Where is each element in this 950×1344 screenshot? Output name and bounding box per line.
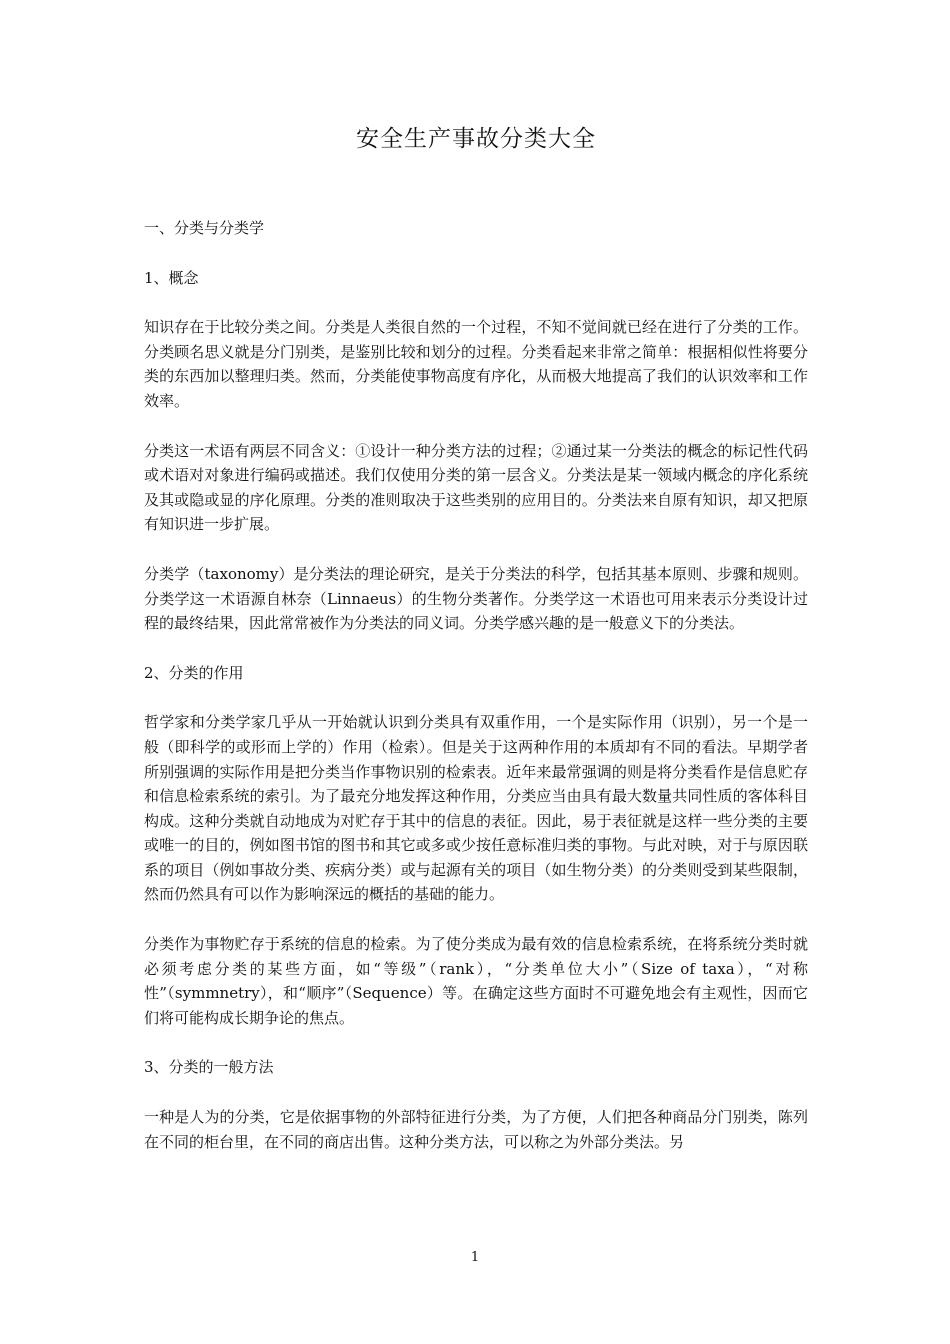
document-title: 安全生产事故分类大全 — [356, 126, 596, 152]
section-heading-classification: 一、分类与分类学 — [144, 219, 265, 237]
page-number: 1 — [470, 1250, 480, 1265]
subsection-heading-function: 2、分类的作用 — [144, 663, 244, 682]
subsection-heading-concept: 1、概念 — [144, 268, 199, 287]
document-body — [144, 216, 808, 1179]
paragraph-term-meaning: 分类这一术语有两层不同含义：①设计一种分类方法的过程；②通过某一分类法的概念的标记性代码或术语对对象进行编码或描述。我们仅使用分类的第一层含义。分类法是某一领域内概念的序化系统及其或隐或显的序化原理。分类的准则取决于这些类别的应用目的。分类法来自原有知识，却又把原有知识进一步扩展。 — [144, 441, 808, 534]
paragraph-retrieval: 分类作为事物贮存于系统的信息的检索。为了使分类成为最有效的信息检索系统，在将系统分类时就必须考虑分类的某些方面，如“等级”（rank），“分类单位大小”（Size of taxa），“对称性”（symmnetry），和“顺序”（Sequence）等。在确定这些方面时不可避免地会有主观性，因而它们将可能构成长期争论的焦点。 — [144, 935, 808, 1027]
paragraph-dual-function: 哲学家和分类学家几乎从一开始就认识到分类具有双重作用，一个是实际作用（识别），另一个是一般（即科学的或形而上学的）作用（检索）。但是关于这两种作用的本质却有不同的看法。早期学者所别强调的实际作用是把分类当作事物识别的检索表。近年来最常强调的则是将分类看作是信息贮存和信息检索系统的索引。为了最充分地发挥这种作用，分类应当由具有最大数量共同性质的客体科目构成。这种分类就自动地成为对贮存于其中的信息的表征。因此，易于表征就是这样一些分类的主要或唯一的目的，例如图书馆的图书和其它或多或少按任意标准归类的事物。与此对映，对于与原因联系的项目（例如事故分类、疾病分类）或与起源有关的项目（如生物分类）的分类则受到某些限制，然而仍然具有可以作为影响深远的概括的基础的能力。 — [144, 713, 808, 904]
paragraph-artificial-classification: 一种是人为的分类，它是依据事物的外部特征进行分类，为了方便，人们把各种商品分门别类，陈列在不同的柜台里，在不同的商店出售。这种分类方法，可以称之为外部分类法。另 — [144, 1108, 808, 1151]
paragraph-taxonomy: 分类学（taxonomy）是分类法的理论研究，是关于分类法的科学，包括其基本原则、步骤和规则。分类学这一术语源自林奈（Linnaeus）的生物分类著作。分类学这一术语也可用来表示分类设计过程的最终结果，因此常常被作为分类法的同义词。分类学感兴趣的是一般意义下的分类法。 — [144, 564, 808, 633]
subsection-heading-methods: 3、分类的一般方法 — [144, 1058, 274, 1077]
paragraph-knowledge: 知识存在于比较分类之间。分类是人类很自然的一个过程，不知不觉间就已经在进行了分类的工作。分类顾名思义就是分门别类，是鉴别比较和划分的过程。分类看起来非常之简单：根据相似性将要分类的东西加以整理归类。然而，分类能使事物高度有序化，从而极大地提高了我们的认识效率和工作效率。 — [144, 318, 808, 410]
